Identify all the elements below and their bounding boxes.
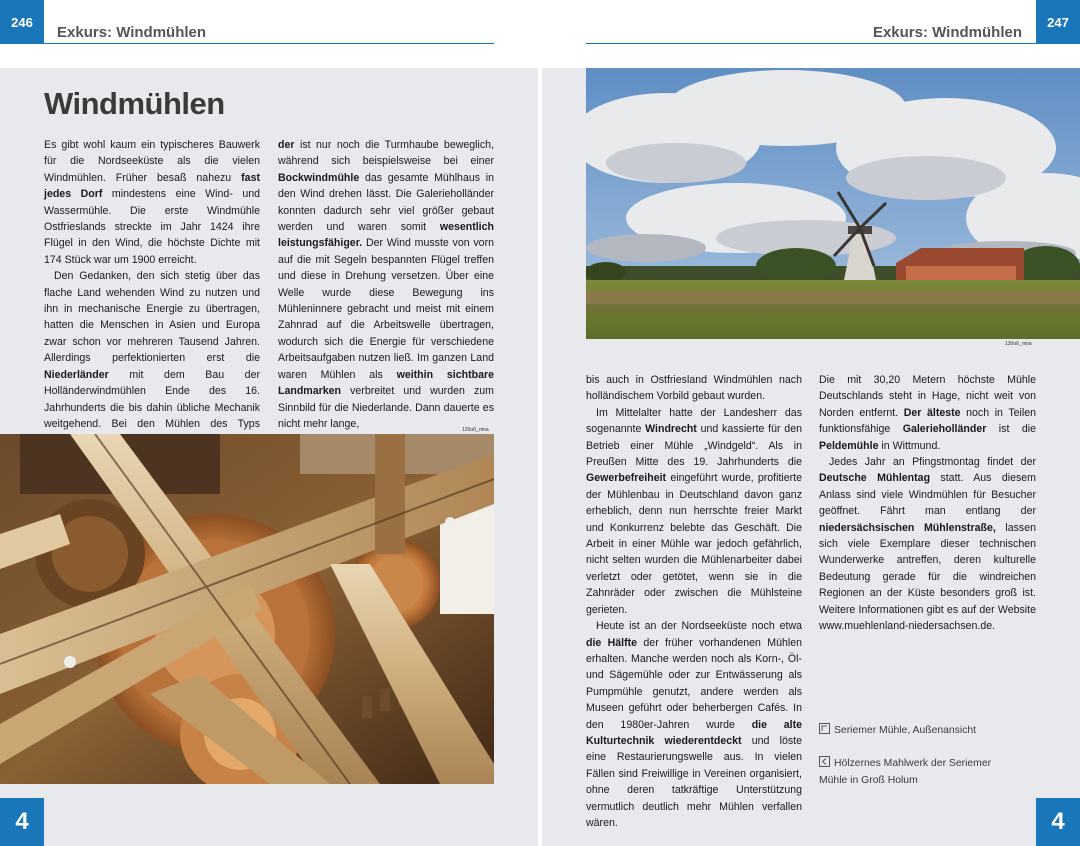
left-photo-credit: 129oß_mna (462, 427, 489, 433)
left-text-column-1: Es gibt wohl kaum ein typischeres Bauwerk für die Nordseeküste als die vielen Windmühlen. Früher besaß nahezu fast jedes Dorf mindestens eine Wind- und Wassermühle. Die erste Windmühle Ostfrieslands streckte im Jahr 1424 ihre Flügel in den Wind, die höchste Dichte mit 174 Stück war um 1900 erreicht. Den Gedanken, den sich stetig über das flache Land wehenden Wind zu nutzen und ihn in mechanische Energie zu übertragen, hatten die Menschen in Asien und Europa zwar schon vor mehreren Tausend Jahren. Allerdings perfektionierten erst die Niederländer mit dem Bau der Holländerwindmühlen Ende des 16. Jahrhunderts die bis dahin übliche Mechanik weitgehend. Bei den Mühlen des Typs (44, 139, 260, 430)
left-running-title: Exkurs: Windmühlen (57, 24, 207, 41)
windmill-landscape-photo (586, 68, 1080, 339)
left-page-number: 246 (0, 0, 44, 44)
right-text-column-2: Die mit 30,20 Metern höchste Mühle Deutschlands steht in Hage, nicht weit von Norden entfernt. Der älteste noch in Teilen funktionsfähige Galerieholländer ist die Peldemühle in Wittmund. Jedes Jahr an Pfingstmontag findet der Deutsche Mühlentag statt. Aus diesem Anlass sind viele Windmühlen für Besucher geöffnet. Fährt man entlang der niedersächsischen Mühlenstraße, lassen sich viele Exemplare dieser technischen Wunderwerke antreffen, deren kulturelle Bedeutung gerade für die windreichen Regionen an der Küste besonders groß ist. Weitere Informationen gibt es auf der Website www.muehlenland-niedersachsen.de. (819, 374, 1036, 633)
right-photo-credit: 130oß_mna (1005, 341, 1032, 347)
caption-exterior-text: Seriemer Mühle, Außenansicht (834, 725, 977, 736)
wooden-mill-mechanism-photo (0, 434, 494, 784)
caption-mechanism-text: Hölzernes Mahlwerk der Seriemer Mühle in Groß Holum (819, 758, 992, 786)
left-text-column-2: der ist nur noch die Turmhaube beweglich, während sich beispielsweise bei einer Bockwindmühle das gesamte Mühlhaus in den Wind drehen lässt. Die Galerieholländer konnten dadurch sehr viel größer gebaut werden und waren somit wesentlich leistungsfähiger. Der Wind musste von vorn auf die mit Segeln bespannten Flügel treffen und diese in Drehung versetzen. Über eine Welle wurde diese Bewegung ins Mühleninnere gebracht und meist mit einem Zahnrad auf die Arbeitswelle übertragen, wodurch sich die Energie für verschiedene Arbeitsaufgaben nutzen ließ. Im ganzen Land waren Mühlen als weithin sichtbare Landmarken verbreitet und wurden zum Sinnbild für die Niederlande. Dann dauerte es nicht mehr lange, (278, 139, 494, 430)
right-running-title: Exkurs: Windmühlen (872, 24, 1022, 41)
right-header-rule (586, 43, 1036, 44)
right-text-column-1: bis auch in Ostfriesland Windmühlen nach holländischem Vorbild gebaut wurden. Im Mittelalter hatte der Landesherr das sogenannte Windrecht und kassierte für den Betrieb einer Mühle „Windgeld“. Als in Preußen Mitte des 19. Jahrhunderts die Gewerbefreiheit eingeführt wurde, profitierte der Mühlenbau in Deutschland davon ganz erheblich, denn nun herrschte freier Markt und Konkurrenz belebte das Geschäft. Die Arbeit in einer Mühle war jedoch gefährlich, nicht selten wurden die Mühlenarbeiter dabei verletzt oder getötet, wenn sie in die Zahnräder oder zwischen die Mühlsteine gerieten. Heute ist an der Nordseeküste noch etwa die Hälfte der früher vorhandenen Mühlen erhalten. Manche werden noch als Korn-, Öl- und Sägemühle oder zur Entwässerung als Pumpmühle genutzt, andere werden als Museen geführt oder beherbergen Cafés. In den 1980er-Jahren wurde die alte Kulturtechnik wiederentdeckt und löste eine Restaurierungswelle aus. In vielen Fällen sind Freiwillige in Vereinen organisiert, ohne deren tatkräftige Unterstützung vermutlich deutlich mehr Mühlen verfallen wären. (586, 374, 802, 829)
caption-exterior-view (819, 722, 1036, 739)
right-page-number: 247 (1036, 0, 1080, 44)
arrow-up-left-icon (819, 723, 830, 734)
arrow-left-icon (819, 756, 830, 767)
article-title: Windmühlen (44, 86, 225, 121)
caption-wooden-mechanism (819, 755, 1019, 789)
left-header-rule (44, 43, 494, 44)
left-chapter-tab: 4 (0, 798, 44, 846)
right-chapter-tab: 4 (1036, 798, 1080, 846)
